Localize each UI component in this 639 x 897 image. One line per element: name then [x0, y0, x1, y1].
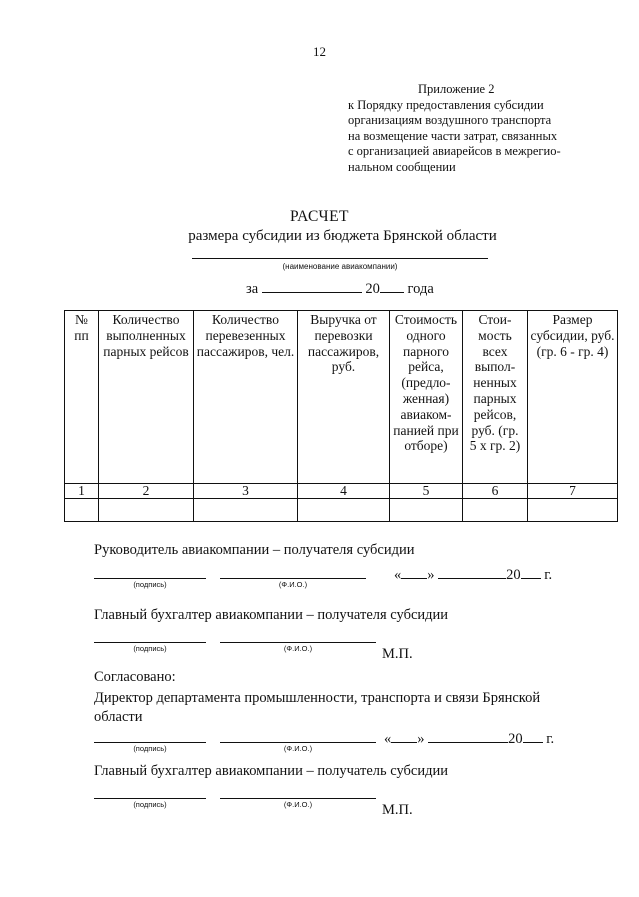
appendix-line: на возмещение части затрат, связанных	[348, 128, 558, 143]
signature-caption: (подпись)	[133, 744, 167, 753]
name-line	[220, 798, 376, 799]
appendix-line: к Порядку предоставления субсидии	[348, 97, 544, 112]
date-year-prefix: 20	[508, 731, 523, 747]
date-field	[394, 565, 552, 584]
table-cell	[298, 499, 390, 522]
table-cell	[390, 499, 463, 522]
column-number: 7	[528, 484, 618, 499]
name-line	[220, 742, 376, 743]
director-label: Директор департамента промышленности, транспорта и связи Брянской области	[94, 690, 541, 725]
head-label: Руководитель авиакомпании – получателя субсидии	[94, 542, 415, 558]
table-cell	[194, 499, 298, 522]
table-cell	[99, 499, 194, 522]
column-number: 1	[65, 484, 99, 499]
appendix-block	[348, 82, 561, 175]
table-cell	[65, 499, 99, 522]
stamp-mark: М.П.	[382, 646, 413, 662]
header-cell: Стоимость одного парного рейса, (предло-женная) авиаком-панией при отборе)	[390, 311, 463, 484]
name-caption: (Ф.И.О.)	[283, 744, 313, 753]
name-caption: (Ф.И.О.)	[278, 580, 308, 589]
period-year-blank	[380, 279, 404, 293]
accountant2-label: Главный бухгалтер авиакомпании – получатель субсидии	[94, 763, 449, 779]
airline-name-caption: (наименование авиакомпании)	[282, 262, 398, 271]
column-number: 6	[463, 484, 528, 499]
name-caption: (Ф.И.О.)	[283, 644, 313, 653]
date-field	[384, 729, 554, 748]
name-caption: (Ф.И.О.)	[283, 800, 313, 809]
appendix-title: Приложение 2	[418, 82, 495, 96]
month-blank	[438, 565, 506, 579]
period-prefix: за	[246, 281, 259, 297]
month-blank	[428, 729, 508, 743]
signature-line	[94, 642, 206, 643]
signature-caption: (подпись)	[133, 580, 167, 589]
period-suffix: года	[407, 281, 434, 297]
subsidy-table	[64, 310, 618, 522]
table-cell	[463, 499, 528, 522]
header-cell: Количество выполненных парных рейсов	[99, 311, 194, 484]
header-cell: Стои-мость всех выпол-ненных парных рейсов, руб. (гр. 5 х гр. 2)	[463, 311, 528, 484]
period-year-prefix: 20	[365, 281, 380, 297]
day-blank	[401, 565, 427, 579]
appendix-line: нальном сообщении	[348, 159, 456, 174]
header-cell: № пп	[65, 311, 99, 484]
signature-line	[94, 742, 206, 743]
date-open-quote: «	[384, 731, 392, 747]
table-header-row	[65, 311, 618, 484]
page-number: 12	[313, 44, 326, 59]
signature-caption: (подпись)	[133, 644, 167, 653]
table-cell	[528, 499, 618, 522]
year-blank	[523, 729, 543, 743]
date-suffix: г.	[544, 567, 553, 583]
column-number: 4	[298, 484, 390, 499]
signature-caption: (подпись)	[133, 800, 167, 809]
year-blank	[521, 565, 541, 579]
date-suffix: г.	[546, 731, 555, 747]
date-open-quote: «	[394, 567, 402, 583]
day-blank	[391, 729, 417, 743]
header-cell: Выручка от перевозки пассажиров, руб.	[298, 311, 390, 484]
airline-name-line	[192, 258, 488, 259]
name-line	[220, 642, 376, 643]
header-cell: Количество перевезенных пассажиров, чел.	[194, 311, 298, 484]
signature-line	[94, 798, 206, 799]
column-number: 2	[99, 484, 194, 499]
table-column-numbers-row	[65, 484, 618, 499]
period-line	[246, 279, 434, 298]
table-empty-row	[65, 499, 618, 522]
appendix-line: с организацией авиарейсов в межрегио-	[348, 144, 561, 158]
name-line	[220, 578, 366, 579]
stamp-mark: М.П.	[382, 802, 413, 818]
date-close-quote: »	[427, 567, 435, 583]
document-title	[0, 208, 639, 245]
title-main: РАСЧЕТ	[289, 208, 350, 225]
signature-line	[94, 578, 206, 579]
header-cell: Размер субсидии, руб. (гр. 6 - гр. 4)	[528, 311, 618, 484]
date-close-quote: »	[417, 731, 425, 747]
appendix-line: организациям воздушного транспорта	[348, 113, 552, 127]
accountant-label: Главный бухгалтер авиакомпании – получателя субсидии	[94, 607, 449, 623]
agreed-label: Согласовано:	[94, 669, 176, 685]
date-year-prefix: 20	[506, 567, 521, 583]
title-sub: размера субсидии из бюджета Брянской области	[188, 228, 497, 244]
column-number: 3	[194, 484, 298, 499]
column-number: 5	[390, 484, 463, 499]
period-blank	[262, 279, 362, 293]
